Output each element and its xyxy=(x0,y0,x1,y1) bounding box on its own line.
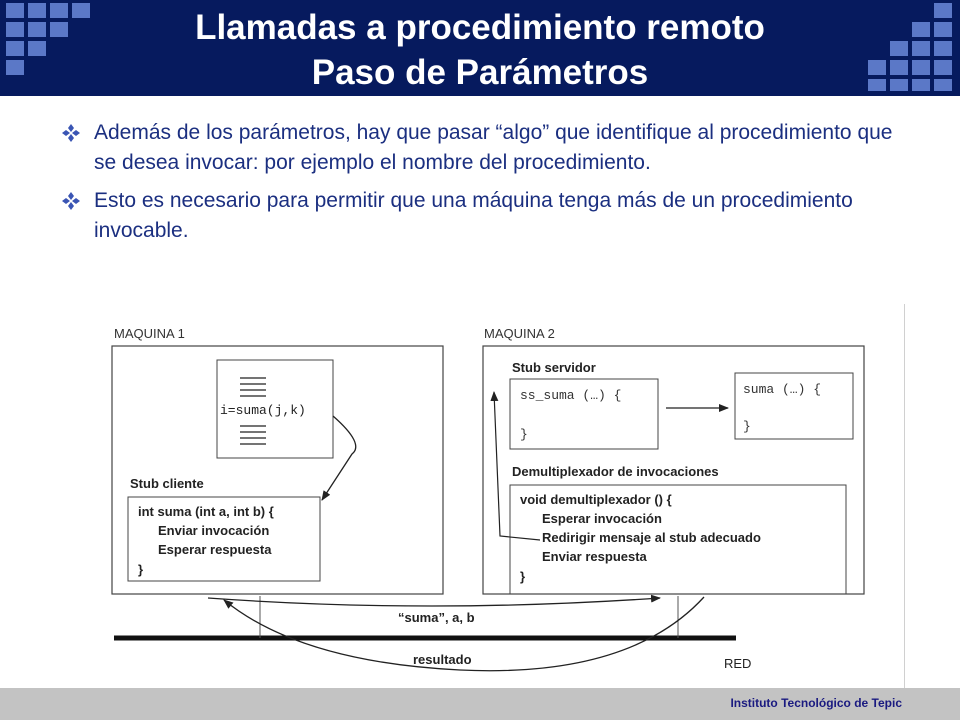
cliente-code-line: Esperar respuesta xyxy=(158,542,272,557)
diamond-cluster-icon xyxy=(62,124,80,142)
stub-cliente-label: Stub cliente xyxy=(130,476,204,491)
response-label: resultado xyxy=(413,652,472,667)
suma-code: suma (…) { xyxy=(743,382,822,397)
demux-code-line: Enviar respuesta xyxy=(542,549,647,564)
red-label: RED xyxy=(724,656,752,671)
bullet-text: Además de los parámetros, hay que pasar “algo” que identifique al procedimiento que se desea invocar: por ejemplo el nombre del procedimiento. xyxy=(94,121,893,174)
slide-title: Llamadas a procedimiento remoto xyxy=(195,8,765,47)
maquina1-label: MAQUINA 1 xyxy=(114,326,185,341)
slide-subtitle: Paso de Parámetros xyxy=(311,53,649,92)
demux-code-line: Redirigir mensaje al stub adecuado xyxy=(542,530,761,545)
demux-code-line: Esperar invocación xyxy=(542,511,662,526)
cliente-code-line: Enviar invocación xyxy=(158,523,270,538)
bullet-item xyxy=(62,118,912,178)
bullet-item xyxy=(62,186,912,246)
call-code: i=suma(j,k) xyxy=(220,403,306,418)
suma-code: } xyxy=(743,419,751,434)
bullet-text: Esto es necesario para permitir que una máquina tenga más de un procedimiento invocable. xyxy=(94,189,853,242)
diamond-cluster-icon xyxy=(62,192,80,210)
maquina2-label: MAQUINA 2 xyxy=(484,326,555,341)
slide-footer xyxy=(0,688,960,720)
slide-header xyxy=(0,0,960,96)
ss-suma-code: } xyxy=(520,427,528,442)
bullet-list xyxy=(62,118,912,254)
stub-servidor-label: Stub servidor xyxy=(512,360,596,375)
diagram-divider xyxy=(904,304,905,688)
demux-label: Demultiplexador de invocaciones xyxy=(512,464,719,479)
ss-suma-code: ss_suma (…) { xyxy=(520,388,622,403)
demux-code-line: void demultiplexador () { xyxy=(520,492,672,507)
request-label: “suma”, a, b xyxy=(398,610,475,625)
cliente-code-line: } xyxy=(138,562,144,577)
cliente-code-line: int suma (int a, int b) { xyxy=(138,504,274,519)
request-arrow xyxy=(208,598,660,606)
rpc-diagram xyxy=(100,304,900,684)
demux-code-line: } xyxy=(520,569,526,584)
footer-institution: Instituto Tecnológico de Tepic xyxy=(730,696,902,710)
